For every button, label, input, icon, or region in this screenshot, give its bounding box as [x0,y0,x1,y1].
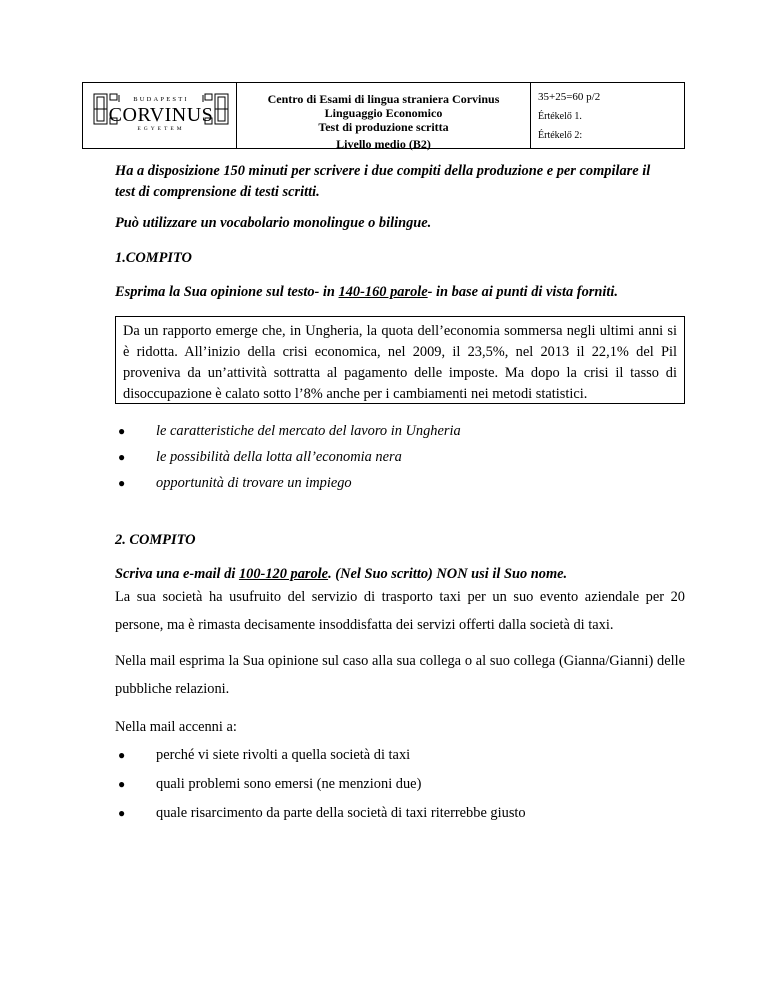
logo-cell [83,83,237,148]
task2-instruction [115,564,685,585]
header-title-cell [237,83,531,151]
rater-1-label: Értékelő 1. [538,111,582,122]
task2-paragraph-2: Nella mail esprima la Sua opinione sul caso alla sua collega o al suo collega (Gianna/Gianni) delle pubbliche relazioni. [115,653,685,697]
task1-instruction-post: - in base ai punti di vista forniti. [427,284,618,300]
header-table [82,82,685,149]
task1-bullet-list [115,418,685,496]
bullet-icon: ● [118,424,126,438]
task1-instruction-pre: Esprima la Sua opinione sul testo- in [115,284,339,300]
list-item [115,470,685,496]
list-item [115,799,685,828]
rater-2-label: Értékelő 2: [538,130,583,141]
task1-bullet-text: opportunità di trovare un impiego [156,475,352,491]
intro-line-1: Ha a disposizione 150 minuti per scrivere i due compiti della produzione e per compilare il [115,163,651,179]
logo-main-text: CORVINUS [108,104,214,126]
logo-bottom-text: EGYETEM [137,126,185,132]
list-item [115,770,685,799]
task2-instruction-post: . (Nel Suo scritto) NON usi il Suo nome. [328,566,568,582]
task1-source-text-box: Da un rapporto emerge che, in Ungheria, la quota dell’economia sommersa negli ultimi anni si è ridotta. All’inizio della crisi economica, nel 2009, il 23,5%, nel 2013 il 22,1% del Pil proveniva da un’attività sottratta al pagamento delle imposte. Ma dopo la crisi il tasso di disoccupazione è calato sotto l’8% anche per i cambiamenti nei metodi statistici. [115,316,685,404]
task2-paragraph-3: Nella mail accenni a: [115,719,237,735]
exam-subject: Linguaggio Economico [324,106,443,120]
bullet-icon: ● [118,748,126,762]
task2-bullet-list [115,741,685,828]
dictionary-note: Può utilizzare un vocabolario monolingue o bilingue. [115,215,432,231]
task2-paragraph-1: La sua società ha usufruito del servizio di trasporto taxi per un suo evento aziendale per 20 persone, ma è rimasta decisamente insoddisfatta dei servizi offerti dalla società di taxi. [115,589,685,633]
task2-bullet-text: quali problemi sono emersi (ne menzioni due) [156,776,422,792]
task2-bullet-text: quale risarcimento da parte della società di taxi riterrebbe giusto [156,805,526,821]
task2-title: 2. COMPITO [115,532,196,548]
corvinus-logo [92,91,230,141]
bullet-icon: ● [118,476,126,490]
bullet-icon: ● [118,777,126,791]
task1-title: 1.COMPITO [115,250,192,266]
bullet-icon: ● [118,450,126,464]
header-score-cell [531,83,684,148]
exam-center-name: Centro di Esami di lingua straniera Corvinus [267,92,500,106]
task2-bullet-text: perché vi siete rivolti a quella società di taxi [156,747,411,763]
task1-word-count: 140-160 parole [338,284,428,300]
task1-instruction [115,282,685,303]
intro-instructions [115,161,685,203]
list-item [115,418,685,444]
task2-word-count: 100-120 parole [238,566,329,582]
list-item [115,741,685,770]
task1-bullet-text: le possibilità della lotta all’economia nera [156,449,402,465]
bullet-icon: ● [118,806,126,820]
intro-line-2: test di comprensione di testi scritti. [115,184,320,200]
list-item [115,444,685,470]
exam-level: Livello medio (B2) [336,137,431,151]
exam-test-type: Test di produzione scritta [318,120,449,134]
task1-bullet-text: le caratteristiche del mercato del lavoro in Ungheria [156,423,461,439]
score-formula: 35+25=60 p/2 [538,91,601,103]
task2-instruction-pre: Scriva una e-mail di [115,566,239,582]
logo-top-text: BUDAPESTI [133,96,189,103]
